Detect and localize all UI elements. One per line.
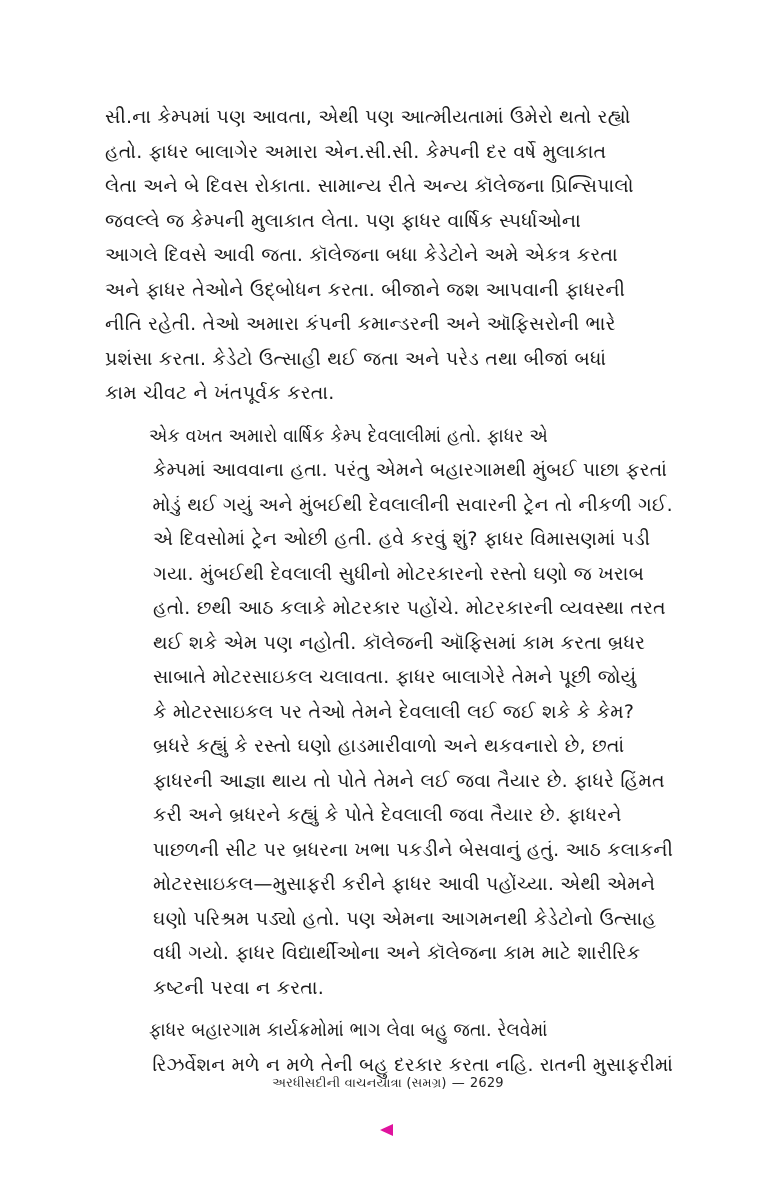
text-line: બ્રધરે કહ્યું કે રસ્તો ઘણો હાડમારીવાળો અને થકવનારો છે, છતાં (153, 735, 625, 757)
text-line: કષ્ટની પરવા ન કરતા. (153, 976, 324, 999)
text-line: કામ ચીવટ ને ખંતપૂર્વક કરતા. (105, 382, 335, 404)
text-line: એ દિવસોમાં ટ્રેન ઓછી હતી. હવે કરવું શું? ફાધર વિમાસણમાં પડી (153, 528, 651, 550)
text-line: હતો. છથી આઠ કલાકે મોટરકાર પહોંચે. મોટરકારની વ્યવસ્થા તરત (153, 597, 666, 619)
text-line: વધી ગયો. ફાધર વિદ્યાર્થીઓના અને કૉલેજના કામ માટે શારીરિક (153, 942, 641, 964)
previous-page-arrow-icon[interactable] (380, 1124, 393, 1136)
book-title: અરધીસદીની વાચનયાત્રા (સમગ્ર) (272, 1076, 447, 1091)
text-line: ઘણો પરિશ્રમ પડ્યો હતો. પણ એમના આગમનથી કેડેટોનો ઉત્સાહ (153, 907, 657, 930)
text-line: પ્રશંસા કરતા. કેડેટો ઉત્સાહી થઈ જતા અને પરેડ તથા બીજાં બધાં (105, 347, 607, 370)
text-line: કેમ્પમાં આવવાના હતા. પરંતુ એમને બહારગામથી મુંબઈ પાછા ફરતાં (153, 459, 668, 481)
text-body (105, 100, 673, 1082)
text-line: થઈ શકે એમ પણ નહોતી. કૉલેજની ઑફિસમાં કામ કરતા બ્રધર (153, 631, 646, 654)
text-line: અને ફાધર તેઓને ઉદ્‌બોધન કરતા. બીજાને જશ આપવાની ફાધરની (105, 278, 626, 301)
text-line: હતો. ફાધર બાલાગેર અમારા એન.સી.સી. કેમ્પની દર વર્ષે મુલાકાત (105, 140, 607, 163)
text-line: નીતિ રહેતી. તેઓ અમારા કંપની કમાન્ડરની અને ઑફિસરોની ભારે (105, 313, 616, 335)
text-line: સાબાતે મોટરસાઇકલ ચલાવતા. ફાધર બાલાગેરે તેમને પૂછી જોયું (153, 666, 637, 688)
text-line: આગલે દિવસે આવી જતા. કૉલેજના બધા કેડેટોને અમે એકત્ર કરતા (105, 244, 618, 266)
text-line: જવલ્લે જ કેમ્પની મુલાકાત લેતા. પણ ફાધર વાર્ષિક સ્પર્ધાઓના (105, 209, 581, 232)
text-line: કે મોટરસાઇકલ પર તેઓ તેમને દેવલાલી લઈ જઈ શકે કે કેમ? (153, 700, 635, 723)
text-line: ગયા. મુંબઈથી દેવલાલી સુધીનો મોટરકારનો રસ્તો ઘણો જ ખરાબ (153, 562, 645, 585)
text-line: કરી અને બ્રધરને કહ્યું કે પોતે દેવલાલી જવા તૈયાર છે. ફાધરને (153, 804, 622, 826)
text-line: ફાધરની આજ્ઞા થાય તો પોતે તેમને લઈ જવા તૈયાર છે. ફાધરે હિંમત (153, 769, 665, 792)
text-line: પાછળની સીટ પર બ્રધરના ખભા પકડીને બેસવાનું હતું. આઠ કલાકની (152, 838, 674, 861)
page-number: 2629 (469, 1076, 504, 1091)
text-line: સી.ના કેમ્પમાં પણ આવતા, એથી પણ આત્મીયતામાં ઉમેરો થતો રહ્યો (105, 106, 631, 128)
text-line: એક વખત અમારો વાર્ષિક કેમ્પ દેવલાલીમાં હતો. ફાધર એ (148, 424, 548, 447)
text-line: મોટરસાઇકલ—મુસાફરી કરીને ફાધર આવી પહોંચ્યા. એથી એમને (153, 873, 656, 895)
paragraph (105, 419, 673, 1006)
text-line: ફાધર બહારગામ કાર્યક્રમોમાં ભાગ લેવા બહુ જતા. રેલવેમાં (148, 1019, 548, 1041)
text-line: રિઝર્વેશન મળે ન મળે તેની બહુ દરકાર કરતા નહિ. રાતની મુસાફરીમાં (152, 1053, 674, 1076)
footer-separator: — (451, 1076, 465, 1091)
paragraph (105, 100, 673, 411)
paragraph (105, 1013, 673, 1082)
page-footer (0, 1076, 776, 1091)
text-line: મોડું થઈ ગયું અને મુંબઈથી દેવલાલીની સવારની ટ્રેન તો નીકળી ગઈ. (152, 493, 673, 516)
text-line: લેતા અને બે દિવસ રોકાતા. સામાન્ય રીતે અન્ય કૉલેજના પ્રિન્સિપાલો (105, 175, 634, 197)
